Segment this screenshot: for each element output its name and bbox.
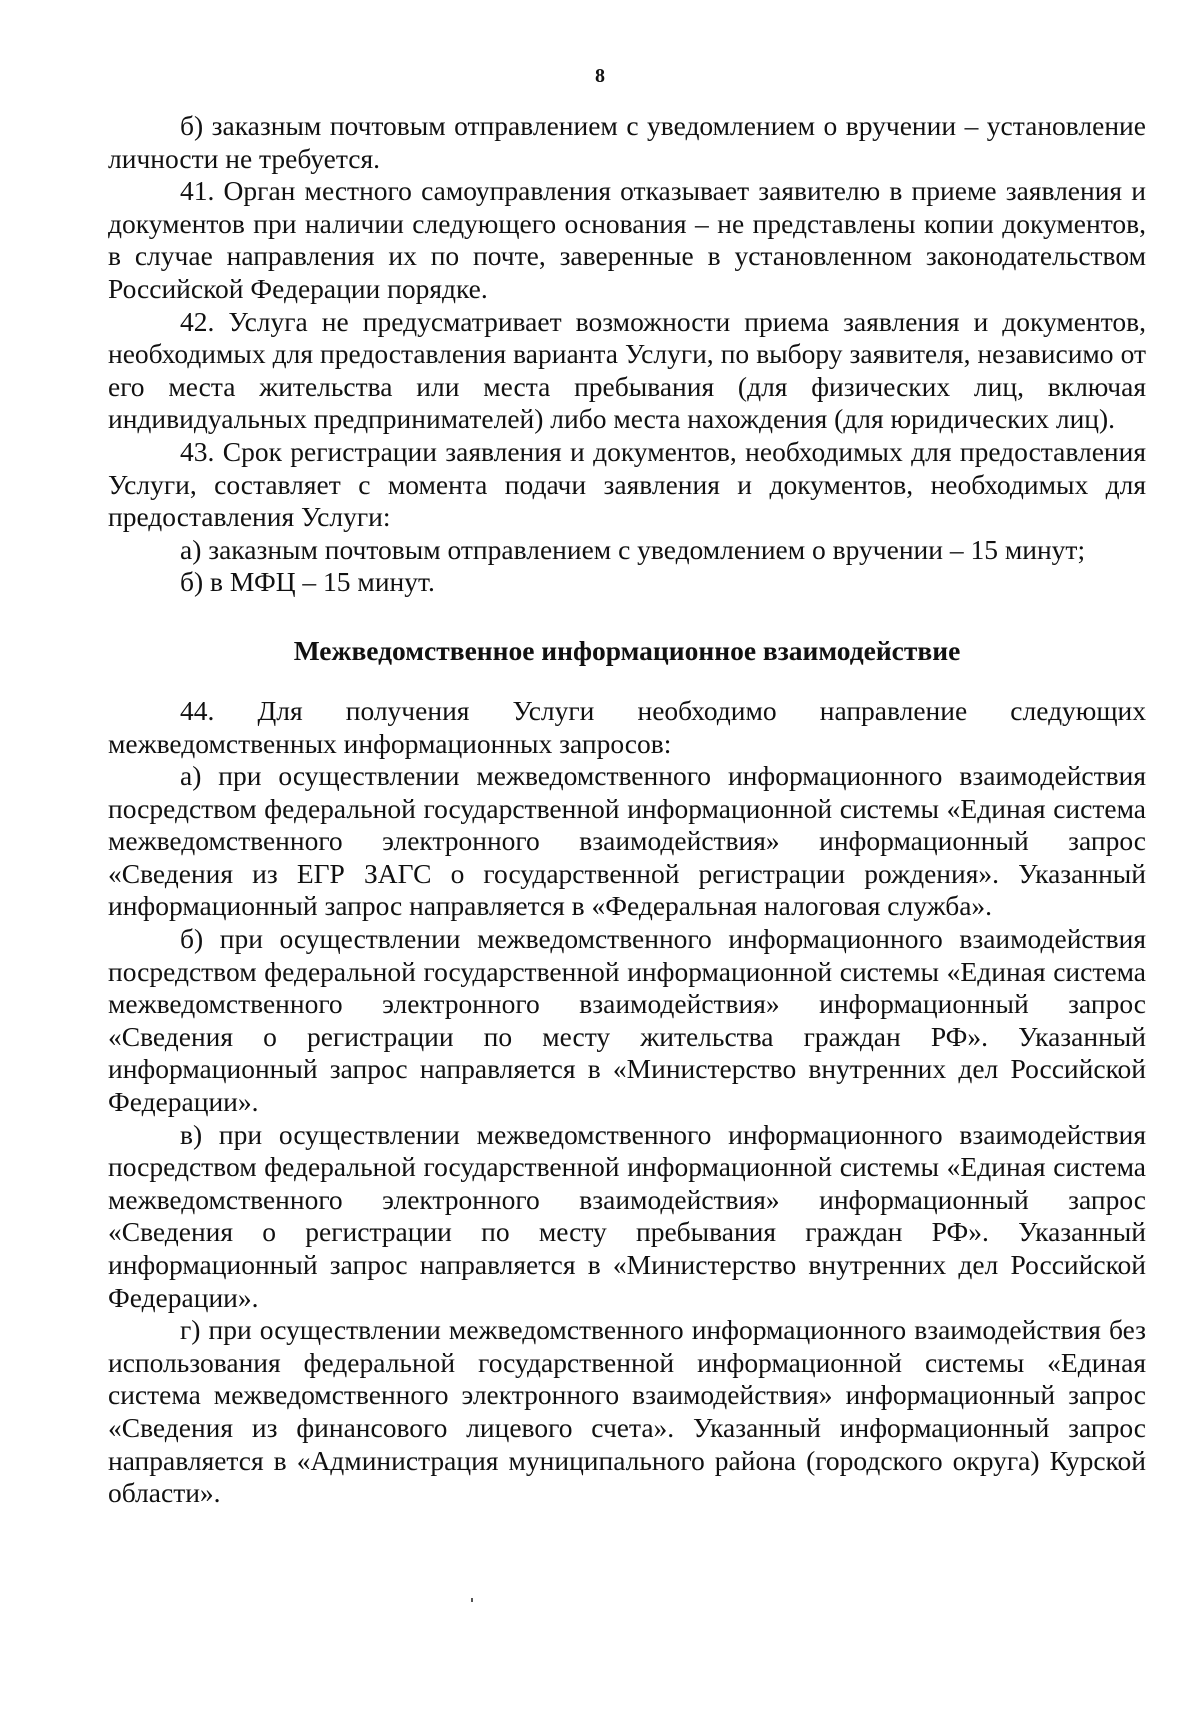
- section-heading: Межведомственное информационное взаимодействие: [293, 634, 961, 666]
- scan-artifact-mark: [471, 1598, 473, 1602]
- page-number: 8: [595, 65, 605, 87]
- paragraph-44d-financial-account-request: г) при осуществлении межведомственного информационного взаимодействия без использования федеральной государственной информационной системы «Единая система межведомственного электронного взаимодействия» информационный запрос «Сведения из финансового лицевого счета». Указанный информационный запрос направляется в «Администрация муниципального района (городского округа) Курской области».: [108, 1314, 1146, 1509]
- paragraph-43-registration-term: 43. Срок регистрации заявления и документов, необходимых для предоставления Услуги, составляет с момента подачи заявления и документов, необходимых для предоставления Услуги:: [108, 435, 1146, 533]
- paragraph-43a-mail-term: а) заказным почтовым отправлением с уведомлением о вручении – 15 минут;: [180, 533, 1086, 565]
- paragraph-44-interagency-requests: 44. Для получения Услуги необходимо направление следующих межведомственных информационных запросов:: [108, 694, 1146, 759]
- paragraph-44c-stay-registration-request: в) при осуществлении межведомственного информационного взаимодействия посредством федеральной государственной информационной системы «Единая система межведомственного электронного взаимодействия» информационный запрос «Сведения о регистрации по месту пребывания граждан РФ». Указанный информационный запрос направляется в «Министерство внутренних дел Российской Федерации».: [108, 1118, 1146, 1313]
- document-body: [108, 110, 1146, 1510]
- paragraph-41-refusal-grounds: 41. Орган местного самоуправления отказывает заявителю в приеме заявления и документов при наличии следующего основания – не представлены копии документов, в случае направления их по почте, заверенные в установленном законодательством Российской Федерации порядке.: [108, 175, 1146, 304]
- paragraph-44b-residence-registration-request: б) при осуществлении межведомственного информационного взаимодействия посредством федеральной государственной информационной системы «Единая система межведомственного электронного взаимодействия» информационный запрос «Сведения о регистрации по месту жительства граждан РФ». Указанный информационный запрос направляется в «Министерство внутренних дел Российской Федерации».: [108, 923, 1146, 1118]
- paragraph-b-registered-mail-identity: б) заказным почтовым отправлением с уведомлением о вручении – установление личности не требуется.: [108, 110, 1146, 174]
- paragraph-44a-birth-registration-request: а) при осуществлении межведомственного информационного взаимодействия посредством федеральной государственной информационной системы «Единая система межведомственного электронного взаимодействия» информационный запрос «Сведения из ЕГР ЗАГС о государственной регистрации рождения». Указанный информационный запрос направляется в «Федеральная налоговая служба».: [108, 760, 1146, 922]
- paragraph-43b-mfc-term: б) в МФЦ – 15 минут.: [180, 566, 435, 598]
- paragraph-42-extraterritorial-principle: 42. Услуга не предусматривает возможности приема заявления и документов, необходимых для предоставления варианта Услуги, по выбору заявителя, независимо от его места жительства или места пребывания (для физических лиц, включая индивидуальных предпринимателей) либо места нахождения (для юридических лиц).: [108, 305, 1146, 435]
